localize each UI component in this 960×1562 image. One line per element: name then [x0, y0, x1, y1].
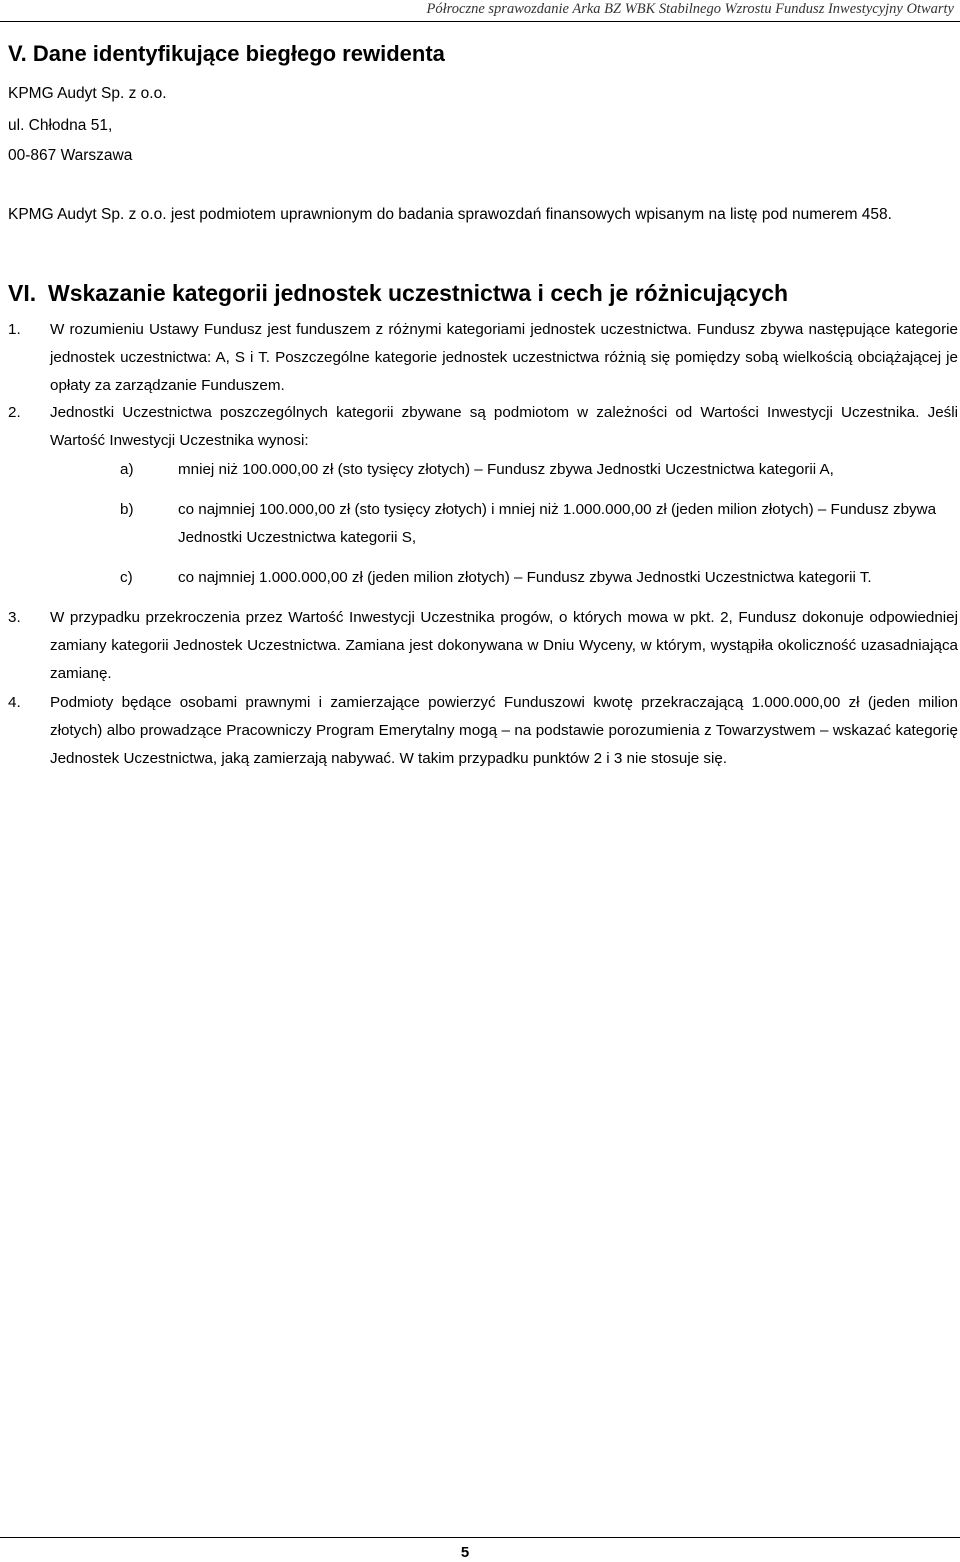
list-item-text: Jednostki Uczestnictwa poszczególnych kategorii zbywane są podmiotom w zależności od Wartości Inwestycji Uczestnika. Jeśli Wartość Inwestycji Uczestnika wynosi: [50, 404, 958, 449]
sub-item-b [120, 496, 958, 552]
section-vi-number: VI. [8, 280, 37, 306]
running-header: Półroczne sprawozdanie Arka BZ WBK Stabilnego Wzrostu Fundusz Inwestycyjny Otwarty [426, 1, 954, 17]
sub-item-a [120, 456, 958, 484]
sub-item-letter: b) [120, 501, 134, 518]
list-item-2 [8, 399, 958, 455]
list-item-4 [8, 689, 958, 773]
list-item-text: W rozumieniu Ustawy Fundusz jest funduszem z różnymi kategoriami jednostek uczestnictwa. Fundusz zbywa następujące kategorie jednostek uczestnictwa: A, S i T. Poszczególne kategorie jednostek uczestnictwa różnią się pomiędzy sobą wielkością obciążającej je opłaty za zarządzanie Funduszem. [50, 321, 958, 394]
section-v-heading: V. Dane identyfikujące biegłego rewidenta [8, 41, 445, 66]
sub-item-text: mniej niż 100.000,00 zł (sto tysięcy złotych) – Fundusz zbywa Jednostki Uczestnictwa kategorii A, [178, 461, 834, 478]
list-item-number: 1. [8, 321, 21, 338]
section-vi-title: Wskazanie kategorii jednostek uczestnictwa i cech je różnicujących [48, 280, 789, 306]
sub-item-letter: a) [120, 461, 134, 478]
list-item-number: 2. [8, 404, 21, 421]
auditor-name: KPMG Audyt Sp. z o.o. [8, 85, 167, 102]
list-item-3 [8, 604, 958, 688]
list-item-text: Podmioty będące osobami prawnymi i zamierzające powierzyć Funduszowi kwotę przekraczającą 1.000.000,00 zł (jeden milion złotych) albo prowadzące Pracowniczy Program Emerytalny mogą – na podstawie porozumienia z Towarzystwem – wskazać kategorię Jednostek Uczestnictwa, jaką zamierzają nabywać. W takim przypadku punktów 2 i 3 nie stosuje się. [50, 694, 958, 767]
list-item-1 [8, 316, 958, 400]
auditor-city: 00-867 Warszawa [8, 147, 133, 164]
auditor-note: KPMG Audyt Sp. z o.o. jest podmiotem uprawnionym do badania sprawozdań finansowych wpisanym na listę pod numerem 458. [8, 206, 892, 223]
header-divider [0, 21, 960, 22]
footer-divider [0, 1537, 960, 1538]
page-number: 5 [460, 1544, 470, 1561]
list-item-number: 4. [8, 694, 21, 711]
sub-item-text: co najmniej 100.000,00 zł (sto tysięcy złotych) i mniej niż 1.000.000,00 zł (jeden milion złotych) – Fundusz zbywa Jednostki Uczestnictwa kategorii S, [178, 501, 937, 546]
section-vi-heading [8, 278, 788, 308]
auditor-street: ul. Chłodna 51, [8, 117, 113, 134]
list-item-number: 3. [8, 609, 21, 626]
sub-item-letter: c) [120, 569, 133, 586]
sub-item-c [120, 564, 958, 592]
sub-item-text: co najmniej 1.000.000,00 zł (jeden milion złotych) – Fundusz zbywa Jednostki Uczestnictwa kategorii T. [178, 569, 872, 586]
list-item-text: W przypadku przekroczenia przez Wartość Inwestycji Uczestnika progów, o których mowa w pkt. 2, Fundusz dokonuje odpowiedniej zamiany kategorii Jednostek Uczestnictwa. Zamiana jest dokonywana w Dniu Wyceny, w którym, wystąpiła okoliczność uzasadniająca zamianę. [50, 609, 958, 682]
